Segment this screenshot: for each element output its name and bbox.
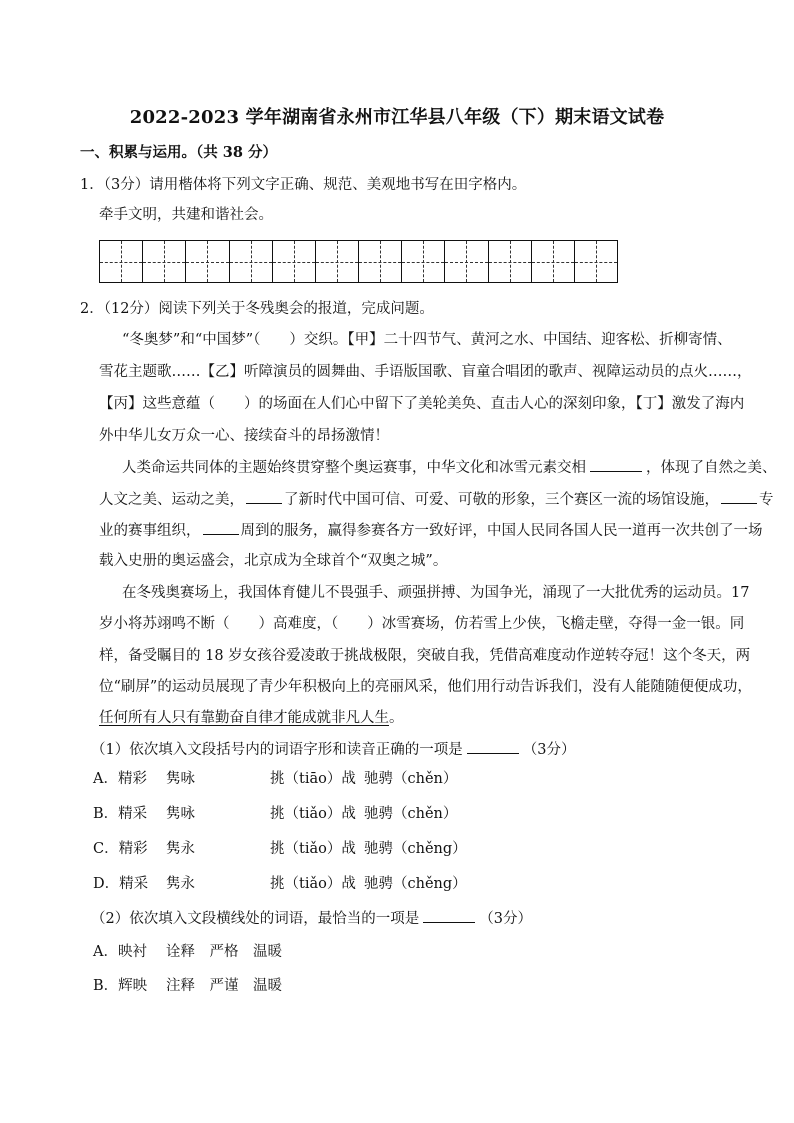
grid-cell[interactable] (186, 241, 229, 282)
option-word: 挑（tiāo）战 (270, 771, 356, 787)
exam-title: 2022-2023 学年湖南省永州市江华县八年级（下）期末语文试卷 (129, 107, 665, 128)
para1-line: 【丙】这些意蕴（ ）的场面在人们心中留下了美轮美奂、直击人心的深刻印象，【丁】激发了海内 (99, 396, 745, 412)
para2-line (122, 457, 777, 478)
para3-line: 样，备受瞩目的 18 岁女孩谷爱凌敢于挑战极限，突破自我，凭借高难度动作逆转夺冠！这个冬天，两 (99, 648, 751, 664)
para2-text: 人文之美、运动之美， (99, 492, 244, 508)
option-label: B．辉映 (93, 978, 148, 994)
section-heading: 一、积累与运用。（共 38 分） (80, 144, 278, 161)
grid-cell[interactable] (575, 241, 617, 282)
option-word: 挑（tiǎo）战 (270, 806, 356, 822)
sub-question-2-stem: （2）依次填入文段横线处的词语，最恰当的一项是 (91, 911, 420, 927)
question-2-stem: 2．（12分）阅读下列关于冬残奥会的报道，完成问题。 (80, 301, 434, 317)
fill-blank[interactable] (721, 489, 757, 504)
para1-line: “冬奥梦”和“中国梦”（ ）交织。【甲】二十四节气、黄河之水、中国结、迎客松、折柳寄情、 (122, 332, 732, 348)
tianzi-grid[interactable] (99, 240, 618, 283)
grid-cell[interactable] (532, 241, 575, 282)
para2-line: 载入史册的奥运盛会，北京成为全球首个“双奥之城”。 (99, 553, 448, 569)
option-words: 注释 严谨 温暖 (166, 978, 282, 994)
para2-text: 专 (759, 492, 774, 508)
option-word: 驰骋（chěn） (364, 806, 458, 822)
para2-line (99, 489, 774, 510)
option-words: 诠释 严格 温暖 (166, 944, 282, 960)
para3-line: 岁小将苏翊鸣不断（ ）高难度，（ ）冰雪赛场，仿若雪上少侠，飞檐走壁，夺得一金一银。同 (99, 616, 745, 632)
underlined-sentence: 任何所有人只有靠勤奋自律才能成就非凡人生 (99, 710, 389, 726)
para1-line: 雪花主题歌……【乙】听障演员的圆舞曲、手语版国歌、盲童合唱团的歌声、视障运动员的点火……， (99, 364, 752, 380)
sub-question-1-score: （3分） (522, 742, 576, 758)
para3-line: 位“刷屏”的运动员展现了青少年积极向上的亮丽风采，他们用行动告诉我们，没有人能随随便便成功， (99, 679, 752, 695)
answer-blank[interactable] (423, 908, 475, 923)
grid-cell[interactable] (316, 241, 359, 282)
option-word: 挑（tiǎo）战 (270, 841, 356, 857)
fill-blank[interactable] (203, 520, 239, 535)
grid-cell[interactable] (359, 241, 402, 282)
sub-question-2 (91, 908, 532, 929)
sub-question-1-stem: （1）依次填入文段括号内的词语字形和读音正确的一项是 (91, 742, 463, 758)
option-word: 隽咏 (166, 806, 195, 822)
question-1-stem: 1．（3分）请用楷体将下列文字正确、规范、美观地书写在田字格内。 (80, 177, 527, 193)
option-word: 隽咏 (166, 771, 195, 787)
option-word: 隽永 (166, 841, 195, 857)
grid-cell[interactable] (445, 241, 488, 282)
para3-line: 在冬残奥赛场上，我国体育健儿不畏强手、顽强拼搏、为国争光，涌现了一大批优秀的运动员。17 (122, 585, 750, 601)
grid-cell[interactable] (273, 241, 316, 282)
para2-line (99, 520, 763, 541)
para2-text: 人类命运共同体的主题始终贯穿整个奥运赛事，中华文化和冰雪元素交相 (122, 460, 586, 476)
option-label: C．精彩 (93, 841, 148, 857)
copy-text: 牵手文明，共建和谐社会。 (99, 207, 273, 223)
grid-cell[interactable] (489, 241, 532, 282)
grid-cell[interactable] (100, 241, 143, 282)
grid-cell[interactable] (143, 241, 186, 282)
option-word: 隽永 (166, 876, 195, 892)
option-label: D．精采 (93, 876, 149, 892)
sub-question-1 (91, 739, 575, 760)
fill-blank[interactable] (590, 457, 642, 472)
para3-line (99, 708, 404, 728)
option-word: 驰骋（chěng） (364, 841, 467, 857)
option-label: B．精采 (93, 806, 148, 822)
fill-blank[interactable] (246, 489, 282, 504)
option-word: 驰骋（chěn） (364, 771, 458, 787)
para2-text: 了新时代中国可信、可爱、可敬的形象，三个赛区一流的场馆设施， (284, 492, 719, 508)
para1-line: 外中华儿女万众一心、接续奋斗的昂扬激情！ (99, 428, 389, 444)
sub-question-2-score: （3分） (479, 911, 532, 927)
option-word: 挑（tiǎo）战 (270, 876, 356, 892)
grid-cell[interactable] (230, 241, 273, 282)
para2-text: 周到的服务，赢得参赛各方一致好评，中国人民同各国人民一道再一次共创了一场 (240, 523, 763, 539)
option-word: 驰骋（chěng） (364, 876, 467, 892)
para2-text: ，体现了自然之美、 (646, 460, 777, 476)
answer-blank[interactable] (467, 739, 519, 754)
option-label: A．精彩 (93, 771, 147, 787)
para2-text: 业的赛事组织， (99, 523, 201, 539)
grid-cell[interactable] (402, 241, 445, 282)
para3-text: 。 (389, 710, 404, 726)
option-label: A．映衬 (93, 944, 147, 960)
